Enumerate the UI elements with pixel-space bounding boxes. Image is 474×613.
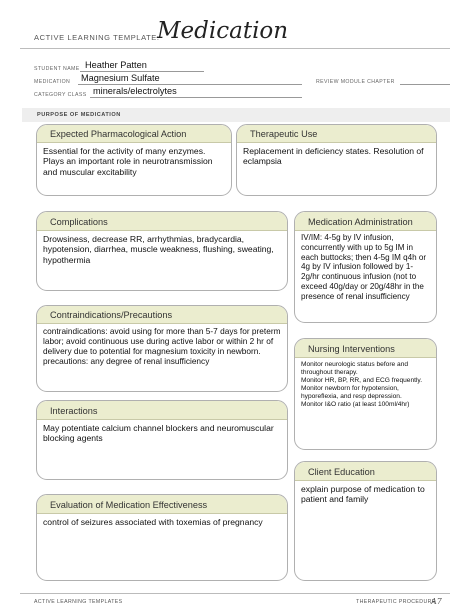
category-class-field[interactable]: minerals/electrolytes [93, 86, 177, 96]
template-label: ACTIVE LEARNING TEMPLATE: [34, 33, 160, 42]
student-name-field[interactable]: Heather Patten [85, 60, 147, 70]
evaluation-text[interactable]: control of seizures associated with toxemias of pregnancy [43, 517, 263, 527]
complications-header [37, 212, 287, 231]
expected-action-header [37, 125, 231, 143]
nursing-interventions-text[interactable] [301, 361, 430, 408]
student-name-underline [80, 71, 204, 72]
therapeutic-use-panel [236, 124, 437, 196]
evaluation-header [37, 495, 287, 514]
administration-panel [294, 211, 437, 323]
interactions-title: Interactions [50, 406, 98, 416]
category-class-underline [90, 97, 302, 98]
student-name-label: STUDENT NAME [34, 66, 80, 72]
contraindications-header [37, 306, 287, 324]
nursing-interventions-header [295, 339, 436, 358]
contraindications-title: Contraindications/Precautions [50, 310, 173, 320]
client-education-panel [294, 461, 437, 581]
nursing-item: Monitor HR, BP, RR, and ECG frequently. [301, 376, 423, 384]
footer-page-number: A7 [431, 597, 442, 606]
nursing-interventions-panel [294, 338, 437, 450]
evaluation-panel [36, 494, 288, 581]
template-header [0, 0, 474, 52]
client-education-header [295, 462, 436, 481]
category-class-label: CATEGORY CLASS [34, 92, 87, 98]
footer-template-type: THERAPEUTIC PROCEDURE [356, 599, 436, 605]
nursing-item: Monitor newborn for hypotension, hyporeflexia, and resp depression. [301, 384, 402, 400]
expected-action-title: Expected Pharmacological Action [50, 129, 187, 139]
medication-underline [78, 84, 302, 85]
nursing-item: Monitor neurologic status before and throughout therapy. [301, 361, 409, 376]
precautions-line: precautions: any degree of renal insufficiency [43, 356, 210, 366]
expected-action-panel [36, 124, 232, 196]
review-module-label: REVIEW MODULE CHAPTER [316, 79, 395, 85]
complications-title: Complications [50, 217, 108, 227]
footer-divider [20, 593, 450, 594]
interactions-text[interactable]: May potentiate calcium channel blockers and neuromuscular blocking agents [43, 423, 274, 444]
page-title: Medication [157, 18, 289, 44]
client-education-title: Client Education [308, 467, 375, 477]
administration-text[interactable]: IV/IM: 4-5g by IV infusion, concurrently with up to 5g IM in each buttocks; then 4-5g IM q4h or 4g by IV infusion followed by 1-2g/hr continuous infusion (not to exceed 40g/day or 20g/48hr in the presence of renal insufficiency [301, 233, 427, 301]
nursing-item: Monitor I&O ratio (at least 100ml/4hr) [301, 400, 410, 408]
therapeutic-use-header [237, 125, 436, 143]
medication-field[interactable]: Magnesium Sulfate [81, 73, 160, 83]
therapeutic-use-title: Therapeutic Use [250, 129, 318, 139]
therapeutic-use-text[interactable]: Replacement in deficiency states. Resolution of eclampsia [243, 146, 424, 167]
complications-text[interactable]: Drowsiness, decrease RR, arrhythmias, bradycardia, hypotension, diarrhea, muscle weakness, flushing, sweating, hypothermia [43, 234, 274, 265]
purpose-section-label: PURPOSE OF MEDICATION [37, 112, 121, 118]
administration-title: Medication Administration [308, 217, 413, 227]
interactions-panel [36, 400, 288, 480]
footer-series-label: ACTIVE LEARNING TEMPLATES [34, 599, 123, 605]
complications-panel [36, 211, 288, 291]
medication-label: MEDICATION [34, 79, 71, 85]
contraindications-panel [36, 305, 288, 392]
contraindications-line: contraindications: avoid using for more than 5-7 days for preterm labor; avoid continuous use during active labor or within 2 hr of delivery due to potential for magnesium toxicity in newborn. [43, 326, 281, 356]
header-divider [20, 48, 450, 49]
evaluation-title: Evaluation of Medication Effectiveness [50, 500, 208, 510]
review-module-underline [400, 84, 450, 85]
contraindications-text[interactable] [43, 326, 281, 366]
interactions-header [37, 401, 287, 420]
expected-action-text[interactable]: Essential for the activity of many enzymes. Plays an important role in neurotransmission and muscular excitability [43, 146, 213, 177]
administration-header [295, 212, 436, 231]
nursing-interventions-title: Nursing Interventions [308, 344, 395, 354]
client-education-text[interactable]: explain purpose of medication to patient and family [301, 484, 425, 505]
